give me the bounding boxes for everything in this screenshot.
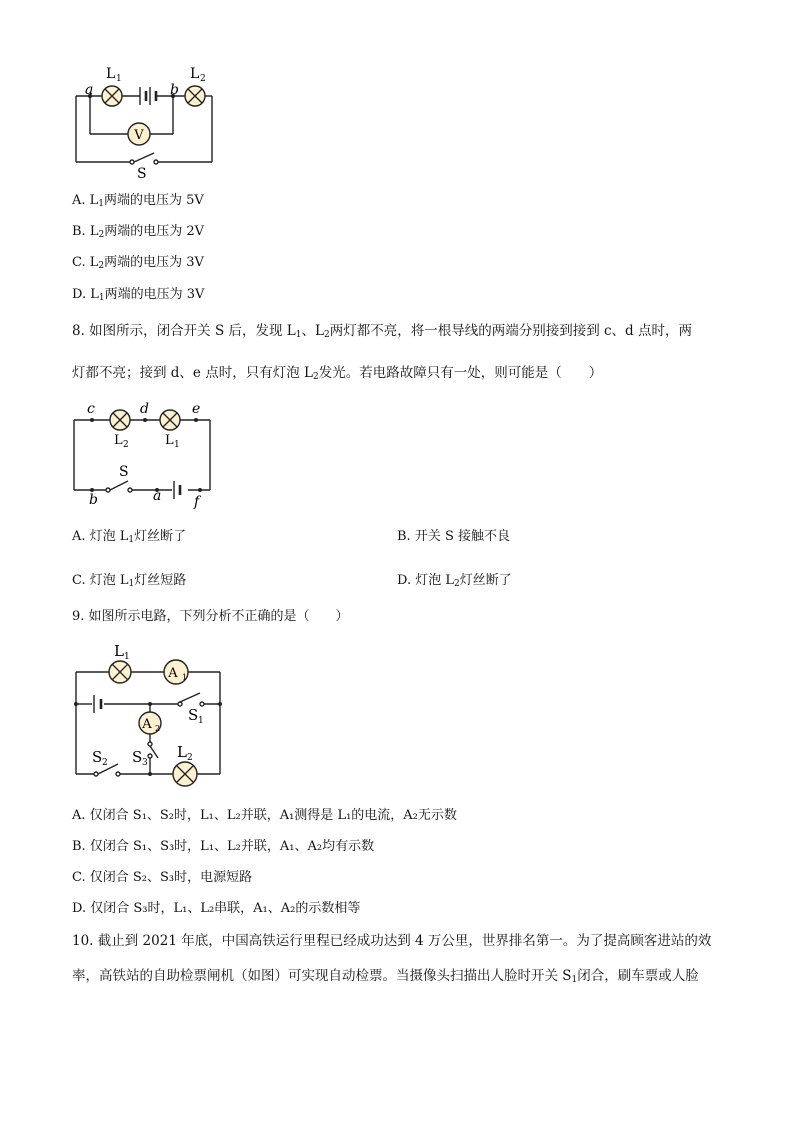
point-e: e [192, 401, 201, 417]
q9-option-d: D. 仅闭合 S₃时，L₁、L₂串联，A₁、A₂的示数相等 [72, 901, 361, 916]
switch-s3-icon [148, 742, 158, 758]
point-a: a [85, 82, 94, 98]
circuit-diagram-q8 [62, 398, 222, 513]
q9-option-a: A. 仅闭合 S₁、S₂时，L₁、L₂并联，A₁测得是 L₁的电流，A₂无示数 [72, 808, 457, 823]
q9-option-b: B. 仅闭合 S₁、S₃时，L₁、L₂并联，A₁、A₂均有示数 [72, 839, 375, 854]
lamp-l1-icon [160, 410, 180, 430]
svg-text:1: 1 [174, 440, 180, 450]
switch-label: S [119, 464, 129, 480]
label-s3: S [132, 748, 143, 766]
svg-text:1: 1 [116, 74, 122, 84]
lamp-l2-icon [185, 86, 205, 106]
label-l2: L [177, 743, 187, 761]
point-d: d [140, 401, 149, 417]
q8-option-a: A. 灯泡 $L_1$灯丝断了 [72, 529, 187, 545]
svg-text:2: 2 [200, 74, 206, 84]
battery-icon [140, 87, 156, 105]
label-l1: L [106, 66, 116, 82]
point-a: a [153, 488, 162, 504]
q10-stem-line2: 率，高铁站的自助检票闸机（如图）可实现自动检票。当摄像头扫描出人脸时开关 $S_1$闭合，刷车票或人脸 [72, 968, 699, 985]
circuit-diagram-q9 [62, 636, 232, 794]
q10-stem-line1: 10. 截止到 2021 年底，中国高铁运行里程已经成功达到 4 万公里，世界排名第一。为了提高顾客进站的效 [72, 933, 712, 949]
svg-text:2: 2 [155, 724, 161, 733]
label-s2: S [92, 748, 103, 766]
ammeter-a2-icon [139, 712, 161, 734]
point-b: b [89, 492, 98, 508]
ammeter-a1-icon [164, 660, 188, 684]
svg-text:2: 2 [187, 753, 193, 763]
q8-option-c: C. 灯泡 $L_1$灯丝短路 [72, 573, 187, 589]
circuit-diagram-q7 [60, 62, 230, 182]
voltmeter-label: V [134, 128, 144, 143]
lamp-l2-icon [110, 410, 130, 430]
switch-s-icon [130, 153, 158, 164]
lamp-l1-icon [109, 661, 131, 683]
svg-text:A: A [142, 717, 152, 732]
label-l2: L [114, 433, 123, 448]
q8-stem-line1: 8. 如图所示，闭合开关 S 后，发现 $L_1$、$L_2$两灯都不亮，将一根导线的两端分别接到接到 c、d 点时，两 [72, 323, 692, 340]
q8-option-d: D. 灯泡 $L_2$灯丝断了 [397, 573, 512, 589]
svg-text:2: 2 [123, 440, 129, 450]
switch-s-icon [106, 481, 132, 492]
label-l1: L [165, 433, 174, 448]
svg-text:1: 1 [182, 673, 188, 682]
q8-option-b: B. 开关 S 接触不良 [397, 529, 510, 544]
q7-option-a: A. $L_1$两端的电压为 5V [72, 193, 204, 209]
label-l1: L [114, 642, 124, 660]
battery-icon [174, 481, 180, 499]
svg-text:1: 1 [124, 652, 130, 662]
svg-text:1: 1 [198, 716, 204, 726]
svg-text:A: A [168, 666, 178, 681]
q9-option-c: C. 仅闭合 S₂、S₃时，电源短路 [72, 870, 253, 885]
voltmeter-icon [128, 123, 150, 145]
q7-option-c: C. $L_2$两端的电压为 3V [72, 255, 204, 271]
lamp-l1-icon [102, 86, 122, 106]
label-l2: L [190, 66, 200, 82]
battery-icon [94, 695, 101, 713]
q7-option-d: D. $L_1$两端的电压为 3V [72, 287, 205, 303]
point-c: c [87, 401, 95, 417]
lamp-l2-icon [173, 762, 197, 786]
switch-label: S [137, 166, 147, 182]
svg-text:2: 2 [102, 758, 108, 768]
point-b: b [170, 82, 179, 98]
label-s1: S [188, 706, 199, 724]
point-f: f [194, 494, 200, 510]
svg-text:3: 3 [142, 758, 148, 768]
q7-option-b: B. $L_2$两端的电压为 2V [72, 224, 204, 240]
q9-stem: 9. 如图所示电路，下列分析不正确的是（ ） [72, 609, 349, 624]
switch-s1-icon [178, 693, 204, 706]
q8-stem-line2: 灯都不亮；接到 d、e 点时，只有灯泡 $L_2$发光。若电路故障只有一处，则可能是（ ） [72, 365, 603, 382]
